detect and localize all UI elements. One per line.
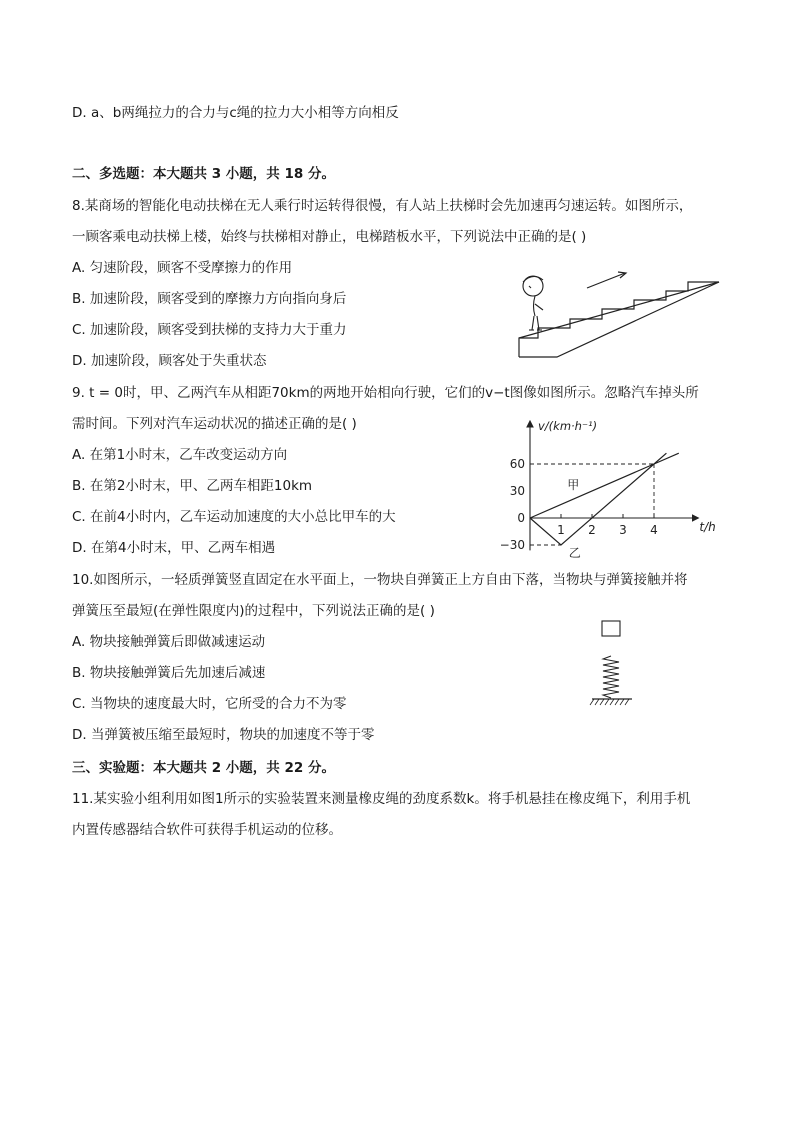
x-tick-label: 1	[557, 523, 565, 537]
q10-option-a: A. 物块接触弹簧后即做减速运动	[72, 634, 266, 650]
series-label-yi: 乙	[568, 546, 581, 560]
vt-graph	[490, 412, 740, 567]
q8-stem-line2: 一顾客乘电动扶梯上楼，始终与扶梯相对静止，电梯踏板水平，下列说法中正确的是( )	[72, 229, 587, 245]
q9-option-a: A. 在第1小时末，乙车改变运动方向	[72, 447, 288, 463]
y-axis-label: v/(km·h⁻¹)	[538, 419, 598, 433]
q10-stem-line2: 弹簧压至最短(在弹性限度内)的过程中，下列说法正确的是( )	[72, 603, 435, 619]
motion-arrow	[587, 273, 625, 288]
escalator-incline	[519, 282, 719, 357]
y-tick-label: 30	[509, 484, 525, 498]
block	[602, 621, 620, 636]
q10-option-d: D. 当弹簧被压缩至最短时，物块的加速度不等于零	[72, 727, 375, 743]
q9-option-d: D. 在第4小时末，甲、乙两车相遇	[72, 540, 276, 556]
customer-figure	[523, 276, 543, 330]
section2-heading: 二、多选题：本大题共 3 小题，共 18 分。	[72, 166, 335, 182]
spring	[603, 656, 619, 698]
x-tick-label: 3	[619, 523, 627, 537]
x-axis-label: t/h	[699, 520, 716, 534]
series-label-jia: 甲	[567, 478, 580, 492]
q7-option-d: D. a、b两绳拉力的合力与c绳的拉力大小相等方向相反	[72, 105, 399, 121]
q10-stem-line1: 10.如图所示，一轻质弹簧竖直固定在水平面上，一物块自弹簧正上方自由下落，当物块与弹簧接触并将	[72, 572, 688, 588]
escalator-figure	[505, 264, 730, 362]
y-tick-label: 60	[509, 457, 525, 471]
q9-option-b: B. 在第2小时末，甲、乙两车相距10km	[72, 478, 313, 494]
escalator-base	[519, 282, 719, 357]
q10-option-b: B. 物块接触弹簧后先加速后减速	[72, 665, 266, 681]
q8-stem-line1: 8.某商场的智能化电动扶梯在无人乘行时运转得很慢，有人站上扶梯时会先加速再匀速运转。如图所示，	[72, 198, 693, 214]
q11-stem-line2: 内置传感器结合软件可获得手机运动的位移。	[72, 822, 342, 838]
spring-figure	[588, 618, 638, 710]
q11-stem-line1: 11.某实验小组利用如图1所示的实验装置来测量橡皮绳的劲度系数k。将手机悬挂在橡皮绳下，利用手机	[72, 791, 691, 807]
q8-option-d: D. 加速阶段，顾客处于失重状态	[72, 353, 267, 369]
y-tick-label: 0	[517, 511, 525, 525]
y-tick-label: −30	[499, 538, 525, 552]
section3-heading: 三、实验题：本大题共 2 小题，共 22 分。	[72, 760, 335, 776]
q9-stem-line2: 需时间。下列对汽车运动状况的描述正确的是( )	[72, 416, 357, 432]
q10-option-c: C. 当物块的速度最大时，它所受的合力不为零	[72, 696, 347, 712]
x-tick-label: 2	[588, 523, 596, 537]
q8-option-b: B. 加速阶段，顾客受到的摩擦力方向指向身后	[72, 291, 347, 307]
series-line-jia	[530, 453, 679, 518]
q9-stem-line1: 9. t = 0时，甲、乙两汽车从相距70km的两地开始相向行驶，它们的v−t图像如图所示。忽略汽车掉头所	[72, 385, 699, 401]
q8-option-c: C. 加速阶段，顾客受到扶梯的支持力大于重力	[72, 322, 347, 338]
q8-option-a: A. 匀速阶段，顾客不受摩擦力的作用	[72, 260, 293, 276]
x-tick-label: 4	[650, 523, 658, 537]
q9-option-c: C. 在前4小时内，乙车运动加速度的大小总比甲车的大	[72, 509, 396, 525]
